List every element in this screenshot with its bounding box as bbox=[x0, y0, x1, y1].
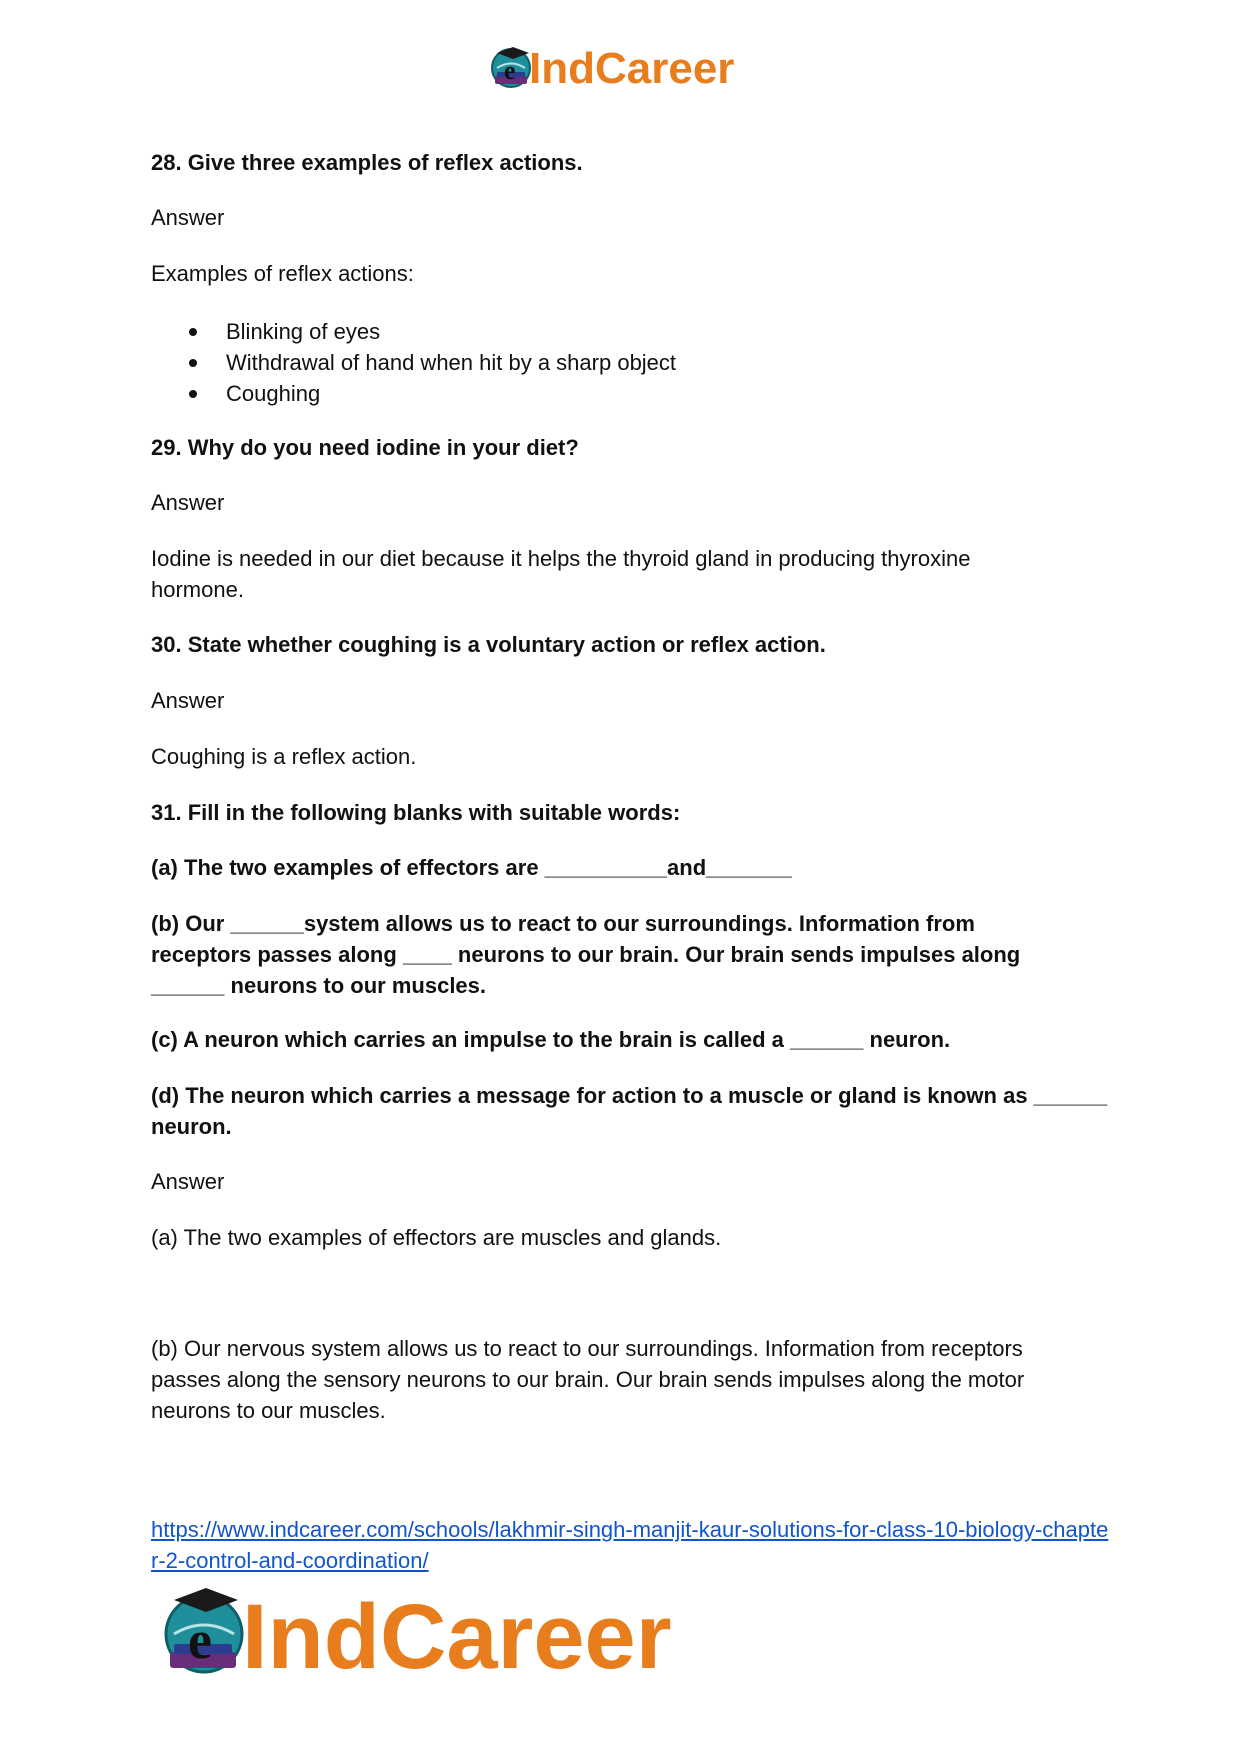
list-item: Blinking of eyes bbox=[151, 316, 676, 347]
bullet-icon bbox=[189, 359, 197, 367]
answer-label-30: Answer bbox=[151, 688, 225, 713]
answer-29: Iodine is needed in our diet because it helps the thyroid gland in producing thyroxine hormone. bbox=[151, 546, 971, 602]
source-link[interactable]: https://www.indcareer.com/schools/lakhmir-singh-manjit-kaur-solutions-for-class-10-biology-chapter-2-control-and-coordination/ bbox=[151, 1517, 1109, 1573]
bullet-icon bbox=[189, 390, 197, 398]
svg-text:e: e bbox=[504, 56, 516, 85]
list-item: Withdrawal of hand when hit by a sharp object bbox=[151, 347, 676, 378]
answer-label-28: Answer bbox=[151, 205, 225, 230]
answer-30: Coughing is a reflex action. bbox=[151, 744, 417, 769]
svg-text:e: e bbox=[188, 1610, 212, 1670]
indcareer-logo-bottom bbox=[160, 1578, 710, 1684]
question-31-part-d: (d) The neuron which carries a message for action to a muscle or gland is known as ______ neuron. bbox=[151, 1083, 1108, 1139]
reflex-examples-list bbox=[151, 316, 676, 409]
question-30: 30. State whether coughing is a voluntary action or reflex action. bbox=[151, 632, 826, 657]
indcareer-logo-top bbox=[489, 41, 759, 93]
question-29: 29. Why do you need iodine in your diet? bbox=[151, 435, 579, 460]
answer-intro-28: Examples of reflex actions: bbox=[151, 261, 414, 286]
answer-label-29: Answer bbox=[151, 490, 225, 515]
question-28: 28. Give three examples of reflex actions. bbox=[151, 150, 583, 175]
answer-31-a: (a) The two examples of effectors are muscles and glands. bbox=[151, 1225, 722, 1250]
bullet-icon bbox=[189, 328, 197, 336]
answer-31-b: (b) Our nervous system allows us to react to our surroundings. Information from receptors passes along the sensory neurons to our brain. Our brain sends impulses along the motor neurons to our muscles. bbox=[151, 1336, 1025, 1423]
logo-wordmark: IndCareer bbox=[529, 44, 735, 93]
globe-book-icon bbox=[166, 1588, 242, 1672]
question-31-part-b: (b) Our ______system allows us to react to our surroundings. Information from receptors passes along ____ neurons to our brain. Our brain sends impulses along ______ neurons to our muscles. bbox=[151, 911, 1021, 998]
list-item: Coughing bbox=[151, 378, 676, 409]
globe-book-icon bbox=[492, 47, 530, 87]
answer-label-31: Answer bbox=[151, 1169, 225, 1194]
question-31-part-a: (a) The two examples of effectors are __________and_______ bbox=[151, 855, 792, 880]
question-31: 31. Fill in the following blanks with suitable words: bbox=[151, 800, 681, 825]
logo-wordmark: IndCareer bbox=[242, 1586, 672, 1684]
question-31-part-c: (c) A neuron which carries an impulse to the brain is called a ______ neuron. bbox=[151, 1027, 951, 1052]
